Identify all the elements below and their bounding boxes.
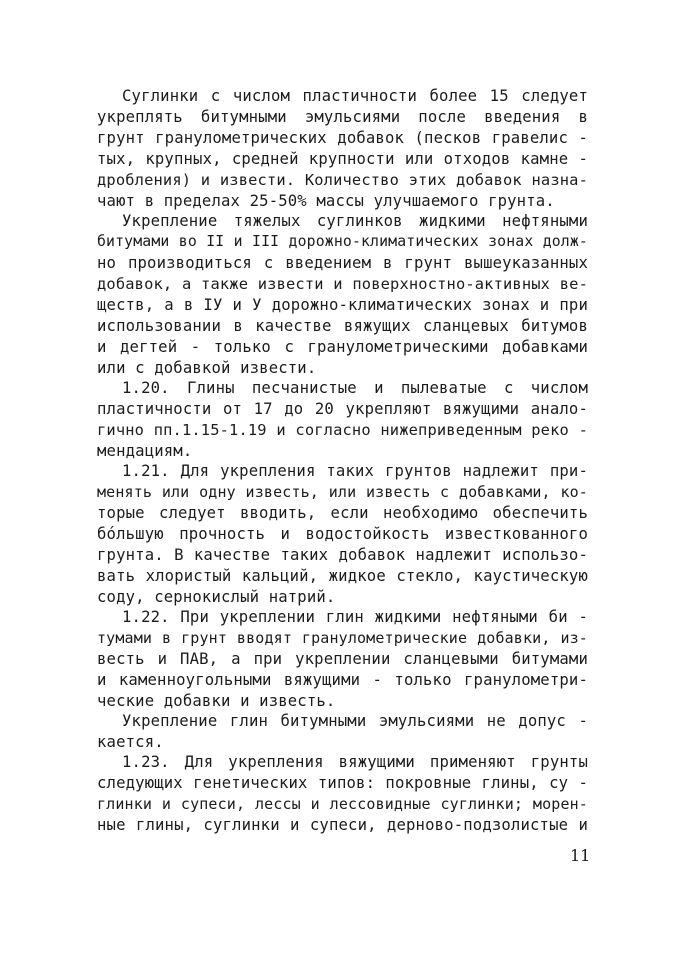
text-line: и каменноугольными вяжущими - только гранулометри- xyxy=(97,671,588,689)
text-line: использовании в качестве вяжущих сланцевых битумов xyxy=(97,317,588,335)
text-line: кается. xyxy=(97,733,164,751)
text-line: весть и ПАВ, а при укреплении сланцевыми битумами xyxy=(97,650,588,668)
text-line: битумами во II и III дорожно-климатических зонах долж- xyxy=(97,233,588,250)
text-line: грунта. В качестве таких добавок надлежит использо- xyxy=(97,546,588,564)
text-line: грунт гранулометрических добавок (песков гравелис - xyxy=(97,129,588,147)
text-line: 1.23. Для укрепления вяжущими применяют грунты xyxy=(122,753,588,771)
text-line: тумами в грунт вводят гранулометрические добавки, из- xyxy=(97,629,588,647)
text-line: ществ, а в IУ и У дорожно-климатических зонах и при xyxy=(97,296,588,314)
text-line: торые следует вводить, если необходимо обеспечить xyxy=(97,504,588,522)
text-line: или с добавкой извести. xyxy=(97,359,317,377)
text-line: ные глины, суглинки и супеси, дерново-подзолистые и xyxy=(97,816,588,834)
text-line: Укрепление тяжелых суглинков жидкими нефтяными xyxy=(122,212,588,230)
text-line: добавок, а также извести и поверхностно-активных ве- xyxy=(97,275,588,293)
text-line: пластичности от 17 до 20 укрепляют вяжущими анало- xyxy=(97,400,588,418)
text-line: ческие добавки и известь. xyxy=(97,692,336,710)
text-line: менять или одну известь, или известь с добавками, ко- xyxy=(97,483,588,501)
text-line: 1.20. Глины песчанистые и пылеватые с числом xyxy=(122,379,588,397)
text-line: следующих генетических типов: покровные глины, су - xyxy=(97,774,588,792)
text-line: гично пп.1.15-1.19 и согласно нижеприведенным реко - xyxy=(97,421,588,439)
text-line: 1.21. Для укрепления таких грунтов надлежит при- xyxy=(122,462,588,480)
text-line: соду, сернокислый натрий. xyxy=(97,588,336,606)
text-line: вать хлористый кальций, жидкое стекло, каустическую xyxy=(97,567,588,585)
text-line: но производиться с введением в грунт вышеуказанных xyxy=(97,254,588,272)
page-number: 11 xyxy=(570,846,591,865)
text-line: чают в пределах 25-50% массы улучшаемого грунта. xyxy=(97,192,555,210)
text-line: 1.22. При укреплении глин жидкими нефтяными би - xyxy=(122,608,588,626)
text-line: Укрепление глин битумными эмульсиями не допус - xyxy=(122,712,588,730)
text-line: глинки и супеси, лессы и лессовидные суглинки; морен- xyxy=(97,795,588,813)
text-line: и дегтей - только с гранулометрическими добавками xyxy=(97,338,588,356)
text-line: тых, крупных, средней крупности или отходов камне - xyxy=(97,150,588,168)
text-line: укреплять битумными эмульсиями после введения в xyxy=(97,108,588,126)
text-line: бóльшую прочность и водостойкость известкованного xyxy=(97,525,588,543)
text-line: дробления) и извести. Количество этих добавок назна- xyxy=(97,171,588,189)
text-line: Суглинки с числом пластичности более 15 следует xyxy=(122,87,588,105)
text-line: мендациям. xyxy=(97,442,193,460)
